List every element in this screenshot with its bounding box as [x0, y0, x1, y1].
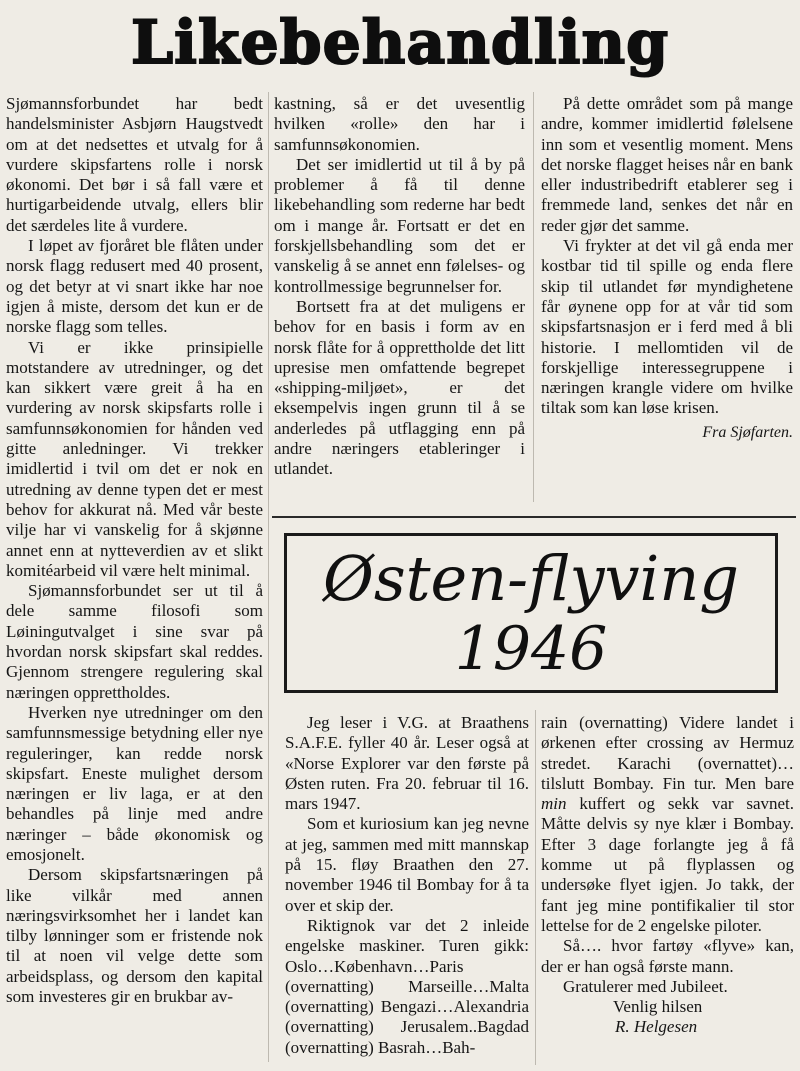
- paragraph: [541, 713, 794, 936]
- column-divider: [533, 92, 534, 502]
- paragraph: Hverken nye utredninger om den samfunnsmessige betydning eller nye reguleringer, kan redde norsk skipsfart. Eneste mulighet dersom næringen er liv laga, er at den behandles på linje med andre næringer – både økonomisk og emosjonelt.: [6, 702, 263, 864]
- signature: R. Helgesen: [615, 1017, 698, 1037]
- headline: Likebehandling: [130, 8, 670, 78]
- letter-title: Østen-flyving: [323, 542, 739, 615]
- paragraph: Gratulerer med Jubileet.: [563, 976, 728, 996]
- editorial-column-1: [6, 94, 263, 1007]
- paragraph: Det ser imidlertid ut til å by på problemer å få til denne likebehandling som rederne har bedt om i mange år. Fortsatt er det en forskjellsbehandling som det er vanskelig å se annet enn følelses- og kontrollmessige begrunnelser for.: [274, 154, 525, 296]
- paragraph: Vi frykter at det vil gå enda mer kostbar tid til spille og enda flere skip til utlandet før myndighetene får øynene opp for at vår tid som skipsfartsnasjon er i ferd med å bli historie. I mellomtiden vil de forskjellige interessegruppene i næringen krangle videre om hvilke tiltak som kan løse krisen.: [541, 236, 793, 418]
- editorial-column-2: [274, 94, 525, 480]
- letter-title-box: [284, 533, 778, 693]
- paragraph: Vi er ikke prinsipielle motstandere av utredninger, og det kan sikkert være greit å ha en vurdering av norsk skipsfarts rolle i samfunnsøkonomien for hånden ved gitte anledninger. Vi trekker imidlertid i tvil om det er nok en utredning av denne typen det er mest behov for akkurat nå. Med vår beste vilje har vi vanskelig for å skjønne annet enn at nytteverdien av et slikt komitéarbeid vil være helt minimal.: [6, 337, 263, 580]
- paragraph: Dersom skipsfartsnæringen på like vilkår med annen næringsvirksomhet her i landet kan tilby lønninger som er fristende nok til at noen vil velge dette som arbeidsplass, og dersom den kapital som investeres gir en brukbar av-: [6, 865, 263, 1007]
- paragraph: Bortsett fra at det muligens er behov for en basis i form av en norsk flåte for å opprettholde det litt upresise men omfattende begrepet «shipping-miljøet», er det eksempelvis ingen grunn til å se anderledes på utflagging enn på andre næringers etableringer i utlandet.: [274, 296, 525, 479]
- column-divider: [535, 710, 536, 1065]
- source-credit: Fra Sjøfarten.: [702, 423, 793, 441]
- paragraph-text: rain (overnatting) Videre landet i ørkenen efter crossing av Hermuz stredet. Karachi (overnattet)… tilslutt Bombay. Fin tur. Men bare: [541, 713, 794, 793]
- paragraph: Så…. hvor fartøy «flyve» kan, der er han også første mann.: [541, 936, 794, 976]
- letter-year: 1946: [454, 614, 608, 684]
- paragraph: Sjømannsforbundet ser ut til å dele samme filosofi som Løiningutvalget i sine svar på hvordan norsk skipsfart skal reddes. Gjennom strengere regulering skal næringen opprettholdes.: [6, 581, 263, 702]
- signoff: Venlig hilsen: [613, 997, 703, 1017]
- paragraph: Riktignok var det 2 inleide engelske maskiner. Turen gikk: Oslo…København…Paris (overnatting) Marseille…Malta (overnatting) Bengazi…Alexandria (overnatting) Jerusalem..Bagdad (overnatting) Basrah…Bah-: [285, 915, 529, 1057]
- paragraph: Jeg leser i V.G. at Braathens S.A.F.E. fyller 40 år. Leser også at «Norse Explorer var den første på Østen ruten. Fra 20. februar til 16. mars 1947.: [285, 713, 529, 814]
- paragraph: Sjømannsforbundet har bedt handelsminister Asbjørn Haugstvedt om at det nedsettes et utvalg for å vurdere skipsfartens rolle i norsk økonomi. Det bør i så fall være et hurtigarbeidende utvalg, ellers blir det særdeles lite å vurdere.: [6, 94, 263, 235]
- paragraph: Som et kuriosium kan jeg nevne at jeg, sammen med mitt mannskap på 15. fløy Braathen den 27. november 1946 til Bombay for å ta over et skip der.: [285, 814, 529, 915]
- letter-column-2: [541, 713, 794, 1038]
- column-divider: [268, 92, 269, 1062]
- paragraph: I løpet av fjoråret ble flåten under norsk flagg redusert med 40 prosent, og det betyr at vi snart ikke har noe igjen å miste, dersom det kun er de norske flagg som telles.: [6, 236, 263, 337]
- section-rule: [272, 516, 796, 518]
- paragraph-text: kuffert og sekk var savnet. Måtte delvis sy nye klær i Bombay. Efter 3 dage forlangte jeg å få komme ut på flyplassen og undersøke flyet igjen. Jo takk, der fant jeg mine pontifikalier til stor lettelse for de 2 engelske piloter.: [541, 794, 795, 935]
- editorial-column-3: [541, 94, 793, 443]
- paragraph: kastning, så er det uvesentlig hvilken «rolle» den har i samfunnsøkonomien.: [274, 94, 525, 154]
- letter-column-1: [285, 713, 529, 1058]
- paragraph: På dette området som på mange andre, kommer imidlertid følelsene inn som et vesentlig moment. Mens det norske flagget heises når en bank eller industribedrift etablerer seg i fremmede land, senkes det når en reder gjør det samme.: [541, 94, 793, 235]
- emphasis: min: [541, 794, 567, 814]
